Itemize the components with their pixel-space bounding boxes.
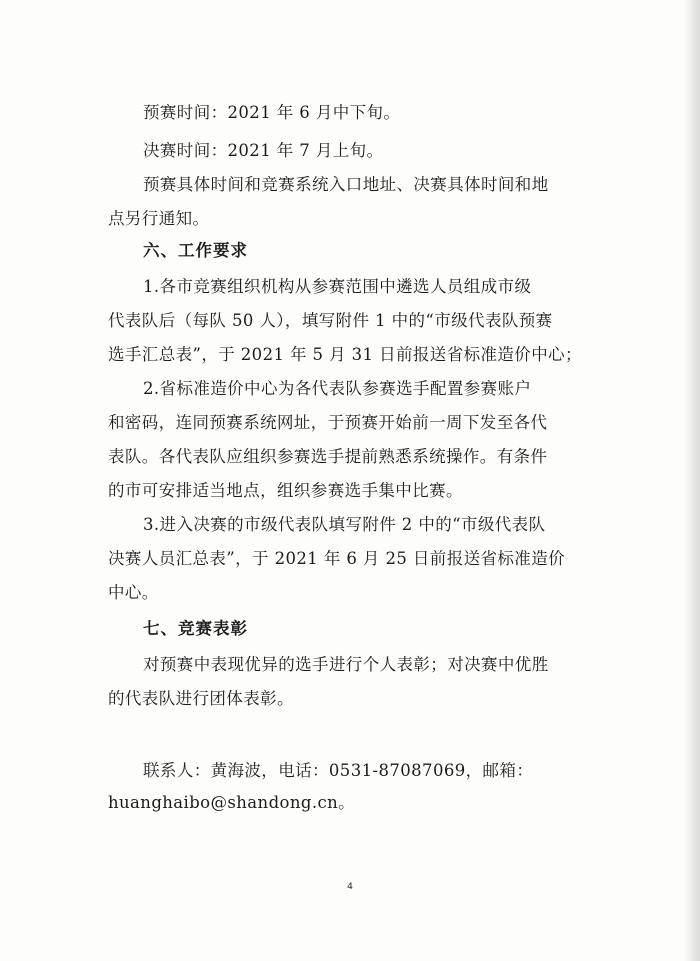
final-time-line: 决赛时间：2021 年 7 月上旬。 bbox=[143, 141, 384, 160]
requirement-3-line-3: 中心。 bbox=[108, 583, 159, 602]
page-number: 4 bbox=[347, 882, 353, 892]
contact-email-line: huanghaibo@shandong.cn。 bbox=[108, 793, 356, 812]
contact-line: 联系人：黄海波，电话：0531-87087069，邮箱： bbox=[143, 761, 534, 780]
requirement-1-line-2: 代表队后（每队 50 人），填写附件 1 中的“市级代表队预赛 bbox=[108, 311, 553, 330]
page-edge-shadow bbox=[684, 0, 700, 961]
requirement-1-line-1: 1.各市竞赛组织机构从参赛范围中遴选人员组成市级 bbox=[143, 277, 532, 296]
prelim-time-line: 预赛时间：2021 年 6 月中下旬。 bbox=[143, 103, 401, 122]
requirement-2-line-3: 表队。各代表队应组织参赛选手提前熟悉系统操作。有条件 bbox=[108, 447, 548, 466]
requirement-3-line-2: 决赛人员汇总表”，于 2021 年 6 月 25 日前报送省标准造价 bbox=[108, 549, 565, 568]
requirement-1-line-3: 选手汇总表”，于 2021 年 5 月 31 日前报送省标准造价中心； bbox=[108, 345, 582, 364]
requirement-2-line-2: 和密码，连同预赛系统网址，于预赛开始前一周下发至各代 bbox=[108, 413, 548, 432]
award-line-2: 的代表队进行团体表彰。 bbox=[108, 689, 294, 708]
requirement-3-line-1: 3.进入决赛的市级代表队填写附件 2 中的“市级代表队 bbox=[143, 515, 546, 534]
notice-line-2: 点另行通知。 bbox=[108, 209, 210, 228]
award-line-1: 对预赛中表现优异的选手进行个人表彰；对决赛中优胜 bbox=[143, 655, 549, 674]
section-6-heading: 六、工作要求 bbox=[143, 241, 248, 260]
requirement-2-line-1: 2.省标准造价中心为各代表队参赛选手配置参赛账户 bbox=[143, 379, 532, 398]
section-7-heading: 七、竞赛表彰 bbox=[143, 619, 248, 638]
requirement-2-line-4: 的市可安排适当地点，组织参赛选手集中比赛。 bbox=[108, 481, 463, 500]
notice-line-1: 预赛具体时间和竞赛系统入口地址、决赛具体时间和地 bbox=[143, 175, 549, 194]
